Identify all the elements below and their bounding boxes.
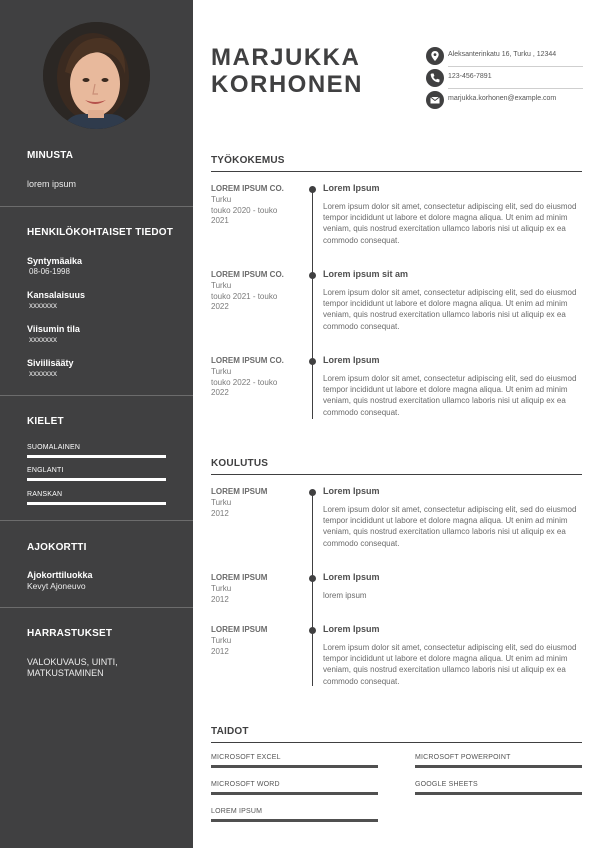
license-value: Kevyt Ajoneuvo xyxy=(27,581,86,591)
personal-title: HENKILÖKOHTAISET TIEDOT xyxy=(27,227,174,238)
entry-description: Lorem ipsum dolor sit amet, consectetur adipiscing elit, sed do eiusmod tempor incididunt ut labore et dolore magna aliqua. Ut enim ad minim veniam, quis nostrud exercitation ullamco laboris nisi ut aliquip ex ea commodo consequat. xyxy=(323,202,577,245)
contact-divider xyxy=(448,88,583,89)
phone-icon xyxy=(426,69,444,87)
language-label: ENGLANTI xyxy=(27,467,64,474)
timeline-dot xyxy=(309,272,316,279)
entry-organization: LOREM IPSUM CO. xyxy=(211,270,284,279)
envelope-icon xyxy=(426,91,444,109)
skill-label: LOREM IPSUM xyxy=(211,808,263,815)
skills-title: TAIDOT xyxy=(211,726,249,737)
sidebar-divider xyxy=(0,395,193,396)
entry-description: Lorem ipsum dolor sit amet, consectetur adipiscing elit, sed do eiusmod tempor incididunt ut labore et dolore magna aliqua. Ut enim ad minim veniam, quis nostrud exercitation ullamco laboris nisi ut aliquip ex ea commodo consequat. xyxy=(323,288,577,331)
entry-year: 2012 xyxy=(211,594,229,604)
name-last: KORHONEN xyxy=(211,71,364,98)
timeline-dot xyxy=(309,358,316,365)
entry-meta xyxy=(211,367,301,399)
entry-organization: LOREM IPSUM xyxy=(211,487,268,496)
skill-level-bar xyxy=(415,792,582,795)
email-text: marjukka.korhonen@example.com xyxy=(448,95,557,102)
entry-dates: 2021 xyxy=(211,216,229,225)
entry-city: Turku xyxy=(211,636,232,645)
entry-description: Lorem ipsum dolor sit amet, consectetur adipiscing elit, sed do eiusmod tempor incididunt ut labore et dolore magna aliqua. Ut enim ad minim veniam, quis nostrud exercitation ullamco laboris nisi ut aliquip ex ea commodo consequat. xyxy=(323,643,577,686)
experience-timeline xyxy=(312,189,313,419)
candidate-name xyxy=(211,44,363,98)
sidebar-divider xyxy=(0,520,193,521)
entry-year: 2012 xyxy=(211,508,229,518)
entry-title: Lorem Ipsum xyxy=(323,486,380,496)
personal-label: Siviilisääty xyxy=(27,358,74,368)
section-rule xyxy=(211,742,582,743)
timeline-dot xyxy=(309,627,316,634)
entry-meta xyxy=(211,281,301,313)
entry-description: lorem ipsum xyxy=(323,591,367,600)
skill-label: MICROSOFT EXCEL xyxy=(211,754,281,761)
entry-organization: LOREM IPSUM xyxy=(211,573,268,582)
entry-city: Turku xyxy=(211,584,232,593)
license-title: AJOKORTTI xyxy=(27,542,87,553)
hobbies-text: MATKUSTAMINEN xyxy=(27,668,104,678)
entry-meta xyxy=(211,195,301,227)
sidebar-divider xyxy=(0,607,193,608)
entry-dates: 2022 xyxy=(211,388,229,397)
contact-phone xyxy=(426,68,583,90)
about-title: MINUSTA xyxy=(27,150,74,161)
entry-city: Turku xyxy=(211,195,232,204)
entry-city: Turku xyxy=(211,281,232,290)
personal-value: xxxxxxx xyxy=(29,369,57,378)
skill-level-bar xyxy=(211,819,378,822)
timeline-dot xyxy=(309,575,316,582)
license-label: Ajokorttiluokka xyxy=(27,570,93,580)
skill-level-bar xyxy=(211,792,378,795)
timeline-dot xyxy=(309,489,316,496)
entry-city: Turku xyxy=(211,498,232,507)
hobbies-text: VALOKUVAUS, UINTI, xyxy=(27,657,118,667)
language-label: SUOMALAINEN xyxy=(27,444,81,451)
skill-label: MICROSOFT WORD xyxy=(211,781,280,788)
personal-value: 08-06-1998 xyxy=(29,267,70,276)
personal-label: Kansalaisuus xyxy=(27,290,86,300)
hobbies-title: HARRASTUKSET xyxy=(27,628,113,639)
contact-divider xyxy=(448,66,583,67)
entry-title: Lorem ipsum sit am xyxy=(323,269,409,279)
address-text: Aleksanterinkatu 16, Turku , 12344 xyxy=(448,51,557,58)
entry-description: Lorem ipsum dolor sit amet, consectetur adipiscing elit, sed do eiusmod tempor incididunt ut labore et dolore magna aliqua. Ut enim ad minim veniam, quis nostrud exercitation ullamco laboris nisi ut aliquip ex ea commodo consequat. xyxy=(323,505,577,548)
contact-address xyxy=(426,46,583,68)
experience-title: TYÖKOKEMUS xyxy=(211,155,285,166)
entry-meta xyxy=(211,584,301,605)
entry-organization: LOREM IPSUM CO. xyxy=(211,356,284,365)
section-rule xyxy=(211,171,582,172)
profile-photo xyxy=(43,22,150,129)
about-text: lorem ipsum xyxy=(27,179,77,189)
location-pin-icon xyxy=(426,47,444,65)
sidebar-divider xyxy=(0,206,193,207)
skill-level-bar xyxy=(211,765,378,768)
language-level-bar xyxy=(27,478,166,481)
entry-description: Lorem ipsum dolor sit amet, consectetur adipiscing elit, sed do eiusmod tempor incididunt ut labore et dolore magna aliqua. Ut enim ad minim veniam, quis nostrud exercitation ullamco laboris nisi ut aliquip ex ea commodo consequat. xyxy=(323,374,577,417)
entry-city: Turku xyxy=(211,367,232,376)
languages-title: KIELET xyxy=(27,416,64,427)
phone-text: 123-456-7891 xyxy=(448,73,492,80)
skill-label: MICROSOFT POWERPOINT xyxy=(415,754,511,761)
language-label: RANSKAN xyxy=(27,491,63,498)
sidebar xyxy=(0,0,193,848)
entry-title: Lorem Ipsum xyxy=(323,572,380,582)
entry-title: Lorem Ipsum xyxy=(323,355,380,365)
personal-value: xxxxxxx xyxy=(29,335,57,344)
entry-dates: touko 2022 - touko xyxy=(211,377,278,387)
personal-value: xxxxxxx xyxy=(29,301,57,310)
skill-level-bar xyxy=(415,765,582,768)
personal-label: Viisumin tila xyxy=(27,324,80,334)
contact-email xyxy=(426,90,583,112)
entry-year: 2012 xyxy=(211,646,229,656)
entry-organization: LOREM IPSUM xyxy=(211,625,268,634)
entry-title: Lorem Ipsum xyxy=(323,624,380,634)
skill-label: GOOGLE SHEETS xyxy=(415,781,478,788)
entry-organization: LOREM IPSUM CO. xyxy=(211,184,284,193)
language-level-bar xyxy=(27,455,166,458)
timeline-dot xyxy=(309,186,316,193)
section-rule xyxy=(211,474,582,475)
entry-meta xyxy=(211,636,301,657)
language-level-bar xyxy=(27,502,166,505)
entry-dates: touko 2021 - touko xyxy=(211,291,278,301)
personal-label: Syntymäaika xyxy=(27,256,83,266)
education-title: KOULUTUS xyxy=(211,458,269,469)
entry-meta xyxy=(211,498,301,519)
education-timeline xyxy=(312,492,313,686)
name-first: MARJUKKA xyxy=(211,44,361,71)
entry-dates: 2022 xyxy=(211,302,229,311)
entry-dates: touko 2020 - touko xyxy=(211,205,278,215)
entry-title: Lorem Ipsum xyxy=(323,183,380,193)
